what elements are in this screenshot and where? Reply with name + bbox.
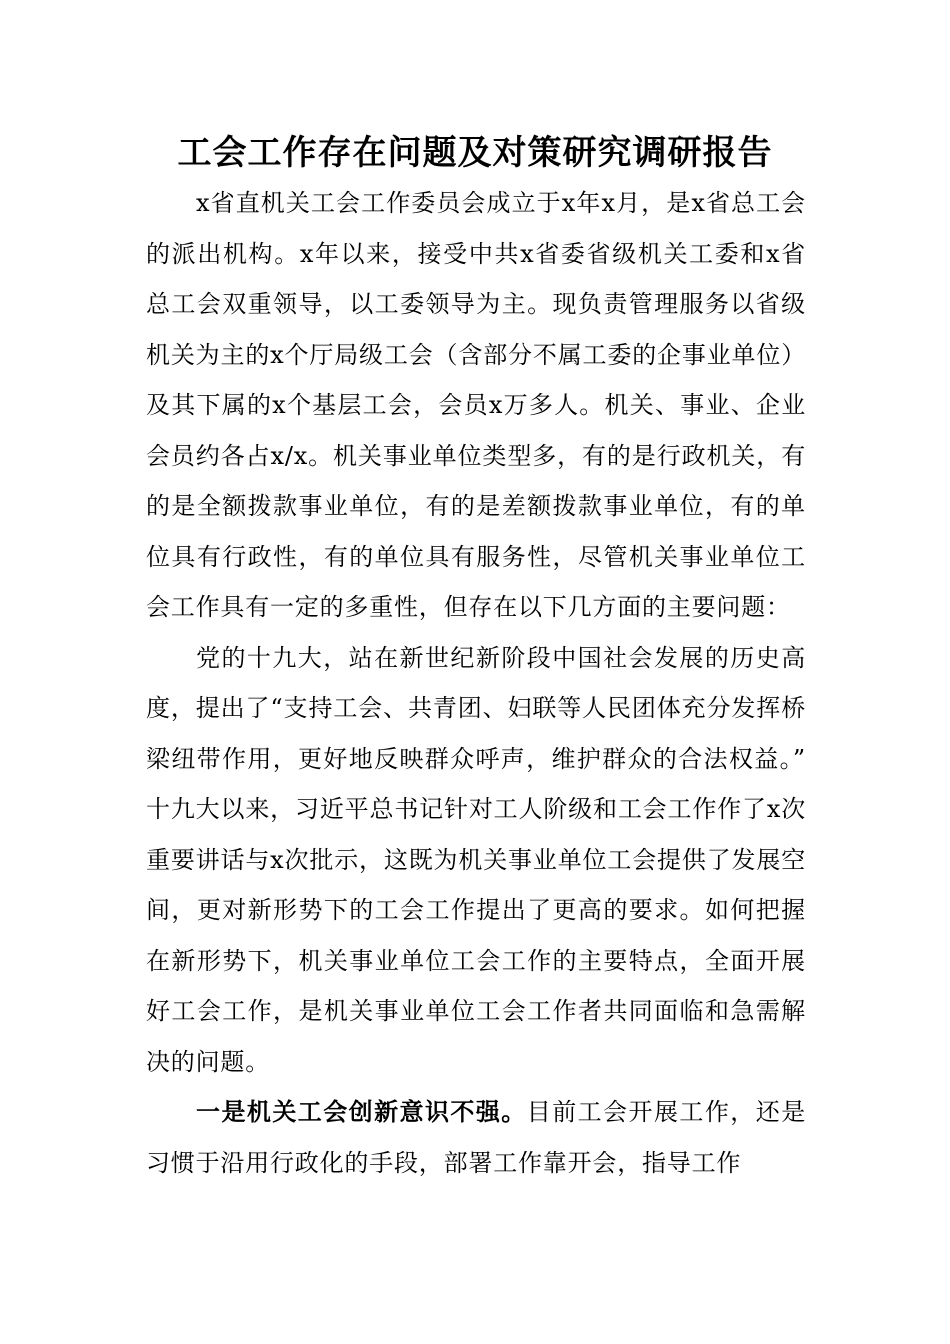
document-body xyxy=(146,178,806,1188)
paragraph-text: x省直机关工会工作委员会成立于x年x月，是x省总工会的派出机构。x年以来，接受中共x省委省级机关工委和x省总工会双重领导，以工委领导为主。现负责管理服务以省级机关为主的x个厅局级工会（含部分不属工委的企事业单位）及其下属的x个基层工会，会员x万多人。机关、事业、企业会员约各占x/x。机关事业单位类型多，有的是行政机关，有的是全额拨款事业单位，有的是差额拨款事业单位，有的单位具有行政性，有的单位具有服务性，尽管机关事业单位工会工作具有一定的多重性，但存在以下几方面的主要问题： xyxy=(146,189,806,621)
paragraph-problem-one xyxy=(146,1087,806,1188)
paragraph-text: 目前工会开展工作，还是习惯于沿用行政化的手段，部署工作靠开会，指导工作 xyxy=(146,1098,806,1177)
paragraph-text: 党的十九大，站在新世纪新阶段中国社会发展的历史高度，提出了“支持工会、共青团、妇联等人民团体充分发挥桥梁纽带作用，更好地反映群众呼声，维护群众的合法权益。” 十九大以来，习近平总书记针对工人阶级和工会工作作了x次重要讲话与x次批示，这既为机关事业单位工会提供了发展空间，更对新形势下的工会工作提出了更高的要求。如何把握在新形势下，机关事业单位工会工作的主要特点，全面开展好工会工作，是机关事业单位工会工作者共同面临和急需解决的问题。 xyxy=(146,643,806,1076)
paragraph-intro xyxy=(146,178,806,633)
paragraph-background xyxy=(146,633,806,1088)
document-title: 工会工作存在问题及对策研究调研报告 xyxy=(177,133,773,173)
paragraph-lead: 一是机关工会创新意识不强。 xyxy=(196,1097,527,1126)
